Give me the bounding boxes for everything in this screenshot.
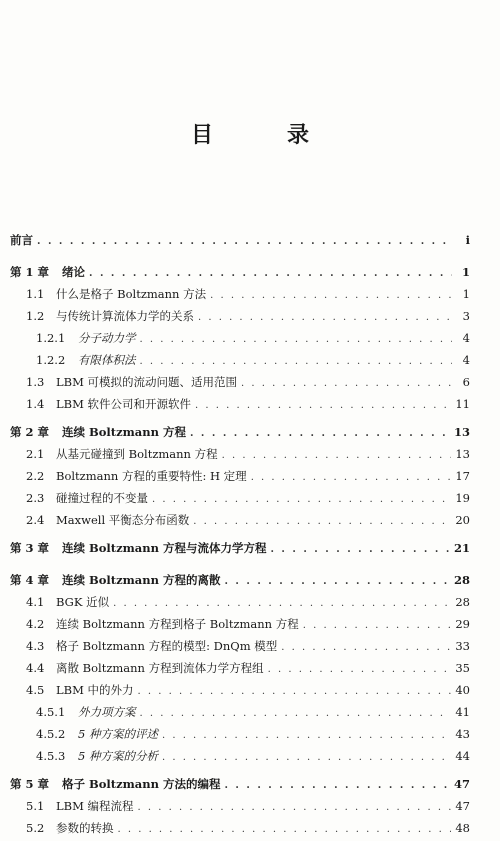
- toc-entry-title: 外力项方案: [78, 705, 136, 719]
- toc-leader-dots: [303, 615, 452, 637]
- toc-section-entry: [10, 635, 470, 657]
- toc-page-number: i: [465, 233, 470, 247]
- toc-section-entry: [10, 679, 470, 701]
- toc-page-number: 4: [462, 331, 470, 345]
- toc-page-number: 33: [455, 639, 470, 653]
- toc-leader-dots: [113, 593, 451, 615]
- toc-section-entry: [10, 509, 470, 531]
- toc-entry-number: 4.2: [26, 617, 45, 631]
- toc-leader-dots: [138, 681, 452, 703]
- toc-leader-dots: [140, 703, 452, 725]
- toc-entry-title: 参数的转换: [56, 821, 114, 835]
- toc-section-entry: [10, 371, 470, 393]
- toc-entry-title: Maxwell 平衡态分布函数: [56, 513, 190, 527]
- toc-leader-dots: [222, 445, 452, 467]
- toc-entry-title: 碰撞过程的不变量: [56, 491, 148, 505]
- toc-leader-dots: [210, 285, 452, 307]
- toc-entry-title: BGK 近似: [56, 595, 110, 609]
- toc-entry-title: Boltzmann 方程的重要特性: H 定理: [56, 469, 247, 483]
- toc-leader-dots: [140, 329, 453, 351]
- toc-leader-dots: [152, 489, 451, 511]
- toc-section-entry: [10, 465, 470, 487]
- toc-page-number: 13: [453, 425, 470, 439]
- toc-page-number: 41: [455, 705, 470, 719]
- toc-leader-dots: [281, 637, 451, 659]
- toc-leader-dots: [224, 571, 450, 593]
- toc-page-number: 4: [462, 353, 470, 367]
- toc-entry-title: 格子 Boltzmann 方法的编程: [62, 777, 221, 791]
- toc-entry-number: 4.5.1: [36, 705, 66, 719]
- toc-entry-title: 5 种方案的分析: [78, 749, 158, 763]
- toc-subsection-entry: [10, 745, 470, 767]
- toc-entry-title: 分子动力学: [78, 331, 136, 345]
- toc-leader-dots: [37, 231, 452, 253]
- toc-page-number: 40: [455, 683, 470, 697]
- toc-leader-dots: [195, 395, 451, 417]
- toc-page-number: 13: [455, 447, 470, 461]
- toc-leader-dots: [270, 539, 450, 561]
- toc-leader-dots: [224, 775, 450, 797]
- toc-entry-title: LBM 软件公司和开源软件: [56, 397, 192, 411]
- toc-leader-dots: [118, 819, 452, 841]
- toc-section-entry: [10, 443, 470, 465]
- toc-page-number: 28: [455, 595, 470, 609]
- toc-entry-number: 第 5 章: [10, 777, 50, 791]
- toc-entry-title: 有限体积法: [78, 353, 136, 367]
- toc-subsection-entry: [10, 723, 470, 745]
- toc-entry-number: 1.1: [26, 287, 45, 301]
- toc-leader-dots: [193, 511, 451, 533]
- toc-entry-number: 1.3: [26, 375, 45, 389]
- toc-leader-dots: [140, 351, 453, 373]
- toc-entry-number: 第 4 章: [10, 573, 50, 587]
- toc-chapter-entry: [10, 773, 470, 795]
- toc-chapter-entry: [10, 229, 470, 251]
- toc-entry-title: 离散 Boltzmann 方程到流体力学方程组: [56, 661, 264, 675]
- toc-entry-number: 1.2: [26, 309, 45, 323]
- toc-entry-title: 连续 Boltzmann 方程的离散: [62, 573, 221, 587]
- toc-section-entry: [10, 591, 470, 613]
- toc-page-number: 44: [455, 749, 470, 763]
- toc-section-entry: [10, 487, 470, 509]
- toc-entry-title: 与传统计算流体力学的关系: [56, 309, 194, 323]
- toc-section-entry: [10, 657, 470, 679]
- toc-section-entry: [10, 817, 470, 839]
- toc-entry-number: 4.4: [26, 661, 45, 675]
- toc-section-entry: [10, 305, 470, 327]
- toc-entry-title: LBM 编程流程: [56, 799, 134, 813]
- table-of-contents: [10, 229, 470, 839]
- toc-section-entry: [10, 393, 470, 415]
- toc-page-number: 43: [455, 727, 470, 741]
- toc-chapter-entry: [10, 421, 470, 443]
- toc-page-number: 35: [455, 661, 470, 675]
- toc-entry-title: LBM 可模拟的流动问题、适用范围: [56, 375, 238, 389]
- toc-entry-title: 连续 Boltzmann 方程与流体力学方程: [62, 541, 267, 555]
- toc-subsection-entry: [10, 349, 470, 371]
- toc-section-entry: [10, 795, 470, 817]
- toc-page-number: 19: [455, 491, 470, 505]
- toc-entry-number: 2.3: [26, 491, 45, 505]
- toc-entry-number: 4.1: [26, 595, 45, 609]
- toc-entry-number: 5.1: [26, 799, 45, 813]
- toc-leader-dots: [89, 263, 452, 285]
- toc-entry-number: 2.4: [26, 513, 45, 527]
- toc-chapter-entry: [10, 537, 470, 559]
- toc-entry-number: 第 2 章: [10, 425, 50, 439]
- toc-entry-number: 4.5.3: [36, 749, 66, 763]
- toc-leader-dots: [162, 725, 451, 747]
- toc-entry-number: 第 3 章: [10, 541, 50, 555]
- toc-leader-dots: [138, 797, 452, 819]
- toc-entry-title: 前言: [10, 233, 33, 247]
- toc-page-number: 47: [453, 777, 470, 791]
- toc-entry-title: 什么是格子 Boltzmann 方法: [56, 287, 207, 301]
- toc-leader-dots: [268, 659, 452, 681]
- toc-entry-title: 格子 Boltzmann 方程的模型: DnQm 模型: [56, 639, 278, 653]
- toc-subsection-entry: [10, 701, 470, 723]
- toc-entry-number: 第 1 章: [10, 265, 50, 279]
- toc-entry-title: 从基元碰撞到 Boltzmann 方程: [56, 447, 218, 461]
- toc-page-number: 11: [455, 397, 470, 411]
- toc-entry-number: 1.2.1: [36, 331, 66, 345]
- toc-page-number: 28: [453, 573, 470, 587]
- toc-entry-title: LBM 中的外力: [56, 683, 134, 697]
- toc-chapter-entry: [10, 569, 470, 591]
- toc-leader-dots: [198, 307, 452, 329]
- toc-entry-title: 连续 Boltzmann 方程: [62, 425, 186, 439]
- toc-leader-dots: [251, 467, 452, 489]
- toc-page-number: 47: [455, 799, 470, 813]
- toc-page-number: 48: [455, 821, 470, 835]
- toc-section-entry: [10, 613, 470, 635]
- toc-subsection-entry: [10, 327, 470, 349]
- toc-entry-title: 5 种方案的评述: [78, 727, 158, 741]
- toc-leader-dots: [162, 747, 451, 769]
- toc-chapter-entry: [10, 261, 470, 283]
- toc-entry-number: 4.3: [26, 639, 45, 653]
- toc-entry-number: 4.5.2: [36, 727, 66, 741]
- toc-page-number: 1: [462, 287, 470, 301]
- toc-entry-number: 1.2.2: [36, 353, 66, 367]
- toc-entry-title: 连续 Boltzmann 方程到格子 Boltzmann 方程: [56, 617, 299, 631]
- toc-leader-dots: [241, 373, 452, 395]
- toc-section-entry: [10, 283, 470, 305]
- toc-page-number: 21: [453, 541, 470, 555]
- toc-leader-dots: [190, 423, 450, 445]
- toc-entry-number: 2.2: [26, 469, 45, 483]
- toc-entry-number: 5.2: [26, 821, 45, 835]
- toc-entry-number: 4.5: [26, 683, 45, 697]
- toc-page-number: 17: [455, 469, 470, 483]
- toc-page-number: 6: [462, 375, 470, 389]
- toc-page-number: 3: [462, 309, 470, 323]
- toc-page-number: 1: [461, 265, 470, 279]
- toc-page-number: 20: [455, 513, 470, 527]
- toc-entry-number: 1.4: [26, 397, 45, 411]
- toc-page-number: 29: [455, 617, 470, 631]
- page-title: 目 录: [190, 122, 335, 148]
- toc-entry-title: 绪论: [62, 265, 85, 279]
- toc-entry-number: 2.1: [26, 447, 45, 461]
